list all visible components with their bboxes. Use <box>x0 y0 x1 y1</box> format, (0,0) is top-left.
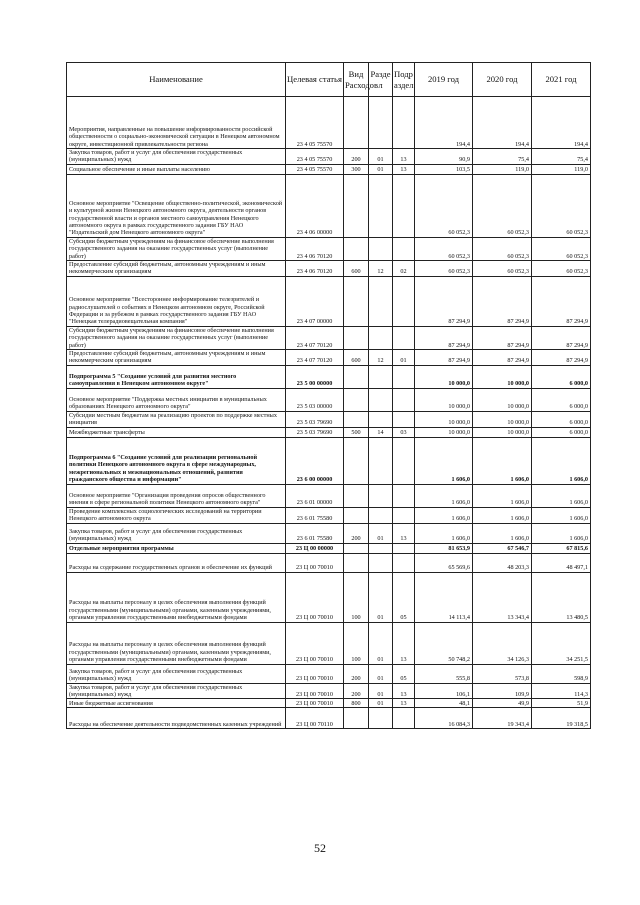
row-value-2020: 34 126,3 <box>473 622 532 664</box>
table-row <box>67 683 591 699</box>
row-name: Закупка товаров, работ и услуг для обеспечения государственных (муниципальных) нужд <box>67 664 286 683</box>
row-value-2020: 13 343,4 <box>473 572 532 622</box>
row-subsection <box>393 326 415 349</box>
row-value-2020: 109,9 <box>473 683 532 699</box>
row-section: 01 <box>369 699 393 708</box>
table-row <box>67 437 591 484</box>
row-section <box>369 326 393 349</box>
row-value-2021: 1 606,0 <box>532 437 591 484</box>
row-expense-type: 100 <box>344 622 369 664</box>
row-subsection <box>393 484 415 507</box>
row-value-2021: 87 294,9 <box>532 350 591 366</box>
row-target-article: 23 4 05 75570 <box>286 164 344 174</box>
row-value-2020: 60 052,3 <box>473 261 532 277</box>
row-name: Субсидии бюджетным учреждениям на финансовое обеспечение выполнения государственного задания на оказание государственных услуг (выполнение работ) <box>67 237 286 260</box>
row-section <box>369 708 393 729</box>
row-expense-type <box>344 437 369 484</box>
row-subsection <box>393 411 415 427</box>
table-row <box>67 388 591 411</box>
row-target-article: 23 Ц 00 70010 <box>286 622 344 664</box>
table-row <box>67 350 591 366</box>
row-section <box>369 484 393 507</box>
table-body <box>67 97 591 729</box>
row-value-2021: 19 318,5 <box>532 708 591 729</box>
row-value-2021: 119,0 <box>532 164 591 174</box>
row-name: Основное мероприятие "Поддержка местных инициатив в муниципальных образованиях Ненецкого автономного округа" <box>67 388 286 411</box>
row-value-2020: 10 000,0 <box>473 388 532 411</box>
row-name: Подпрограмма 5 "Создание условий для развития местного самоуправления в Ненецком автономном округе" <box>67 365 286 388</box>
row-value-2020: 1 606,0 <box>473 437 532 484</box>
row-target-article: 23 6 01 00000 <box>286 484 344 507</box>
row-value-2020: 1 606,0 <box>473 523 532 543</box>
row-subsection: 13 <box>393 622 415 664</box>
row-value-2021: 60 052,3 <box>532 174 591 237</box>
row-value-2020: 10 000,0 <box>473 411 532 427</box>
row-subsection <box>393 543 415 553</box>
row-subsection: 13 <box>393 699 415 708</box>
row-section <box>369 174 393 237</box>
table-row <box>67 326 591 349</box>
row-expense-type: 300 <box>344 164 369 174</box>
row-value-2019: 555,8 <box>415 664 473 683</box>
row-section: 01 <box>369 149 393 165</box>
row-target-article: 23 Ц 00 70110 <box>286 708 344 729</box>
row-target-article: 23 4 07 70120 <box>286 326 344 349</box>
row-value-2021: 13 480,5 <box>532 572 591 622</box>
row-section <box>369 237 393 260</box>
row-target-article: 23 5 03 00000 <box>286 388 344 411</box>
row-target-article: 23 5 03 79690 <box>286 427 344 437</box>
row-expense-type <box>344 543 369 553</box>
header-year-2021: 2021 год <box>532 63 591 97</box>
row-value-2021: 6 000,0 <box>532 365 591 388</box>
row-section: 01 <box>369 683 393 699</box>
row-name: Расходы на выплаты персоналу в целях обеспечения выполнения функций государственными (муниципальными) органами, казенными учреждениями, органами управления государственными внебюджетными фондами <box>67 622 286 664</box>
row-target-article: 23 6 01 75580 <box>286 523 344 543</box>
row-value-2021: 87 294,9 <box>532 276 591 326</box>
row-target-article: 23 4 06 70120 <box>286 261 344 277</box>
row-value-2019: 50 748,2 <box>415 622 473 664</box>
row-name: Основное мероприятие "Организация проведения опросов общественного мнения в сфере региональной политики Ненецкого автономного округа" <box>67 484 286 507</box>
row-expense-type: 600 <box>344 261 369 277</box>
row-value-2021: 1 606,0 <box>532 523 591 543</box>
header-name: Наименование <box>67 63 286 97</box>
row-expense-type: 200 <box>344 523 369 543</box>
row-value-2019: 87 294,9 <box>415 276 473 326</box>
row-value-2021: 67 815,6 <box>532 543 591 553</box>
row-value-2019: 14 113,4 <box>415 572 473 622</box>
row-value-2019: 16 084,3 <box>415 708 473 729</box>
table-row <box>67 507 591 523</box>
row-section: 01 <box>369 664 393 683</box>
table-row <box>67 174 591 237</box>
row-expense-type <box>344 365 369 388</box>
row-name: Закупка товаров, работ и услуг для обеспечения государственных (муниципальных) нужд <box>67 149 286 165</box>
row-section <box>369 543 393 553</box>
row-value-2019: 90,9 <box>415 149 473 165</box>
row-name: Предоставление субсидий бюджетным, автономным учреждениям и иным некоммерческим организациям <box>67 350 286 366</box>
row-value-2021: 1 606,0 <box>532 484 591 507</box>
budget-table-container <box>66 62 590 729</box>
table-row <box>67 708 591 729</box>
row-name: Подпрограмма 6 "Создание условий для реализации региональной политики Ненецкого автономного округа в сфере международных, межрегиональных и межнациональных отношений, развития гражданского общества и информации" <box>67 437 286 484</box>
row-section <box>369 553 393 572</box>
table-row <box>67 553 591 572</box>
row-value-2021: 51,9 <box>532 699 591 708</box>
row-value-2020: 75,4 <box>473 149 532 165</box>
row-subsection: 13 <box>393 523 415 543</box>
row-expense-type: 200 <box>344 664 369 683</box>
row-expense-type <box>344 97 369 149</box>
row-subsection: 05 <box>393 664 415 683</box>
row-expense-type <box>344 276 369 326</box>
row-value-2019: 10 000,0 <box>415 427 473 437</box>
table-row <box>67 664 591 683</box>
row-value-2019: 10 000,0 <box>415 365 473 388</box>
row-value-2020: 60 052,3 <box>473 237 532 260</box>
row-target-article: 23 Ц 00 70010 <box>286 683 344 699</box>
row-target-article: 23 Ц 00 00000 <box>286 543 344 553</box>
row-value-2019: 60 052,3 <box>415 261 473 277</box>
row-value-2020: 49,9 <box>473 699 532 708</box>
row-target-article: 23 4 06 00000 <box>286 174 344 237</box>
row-target-article: 23 6 00 00000 <box>286 437 344 484</box>
row-value-2021: 60 052,3 <box>532 237 591 260</box>
row-value-2021: 48 497,1 <box>532 553 591 572</box>
row-value-2021: 60 052,3 <box>532 261 591 277</box>
row-value-2021: 1 606,0 <box>532 507 591 523</box>
row-name: Мероприятия, направленные на повышение информированности российской общественности о социально-экономической ситуации в Ненецком автономном округе, инвестиционной привлекательности региона <box>67 97 286 149</box>
row-target-article: 23 Ц 00 70010 <box>286 699 344 708</box>
row-section <box>369 97 393 149</box>
row-name: Социальное обеспечение и иные выплаты населению <box>67 164 286 174</box>
row-expense-type: 200 <box>344 683 369 699</box>
row-subsection <box>393 97 415 149</box>
row-target-article: 23 4 05 75570 <box>286 149 344 165</box>
row-value-2020: 119,0 <box>473 164 532 174</box>
row-target-article: 23 Ц 00 70010 <box>286 572 344 622</box>
row-subsection: 13 <box>393 683 415 699</box>
row-subsection: 02 <box>393 261 415 277</box>
row-value-2019: 60 052,3 <box>415 237 473 260</box>
row-value-2019: 60 052,3 <box>415 174 473 237</box>
header-section: Разде л <box>369 63 393 97</box>
row-section <box>369 507 393 523</box>
row-value-2021: 6 000,0 <box>532 427 591 437</box>
table-row <box>67 261 591 277</box>
row-value-2019: 1 606,0 <box>415 437 473 484</box>
row-name: Предоставление субсидий бюджетным, автономным учреждениям и иным некоммерческим организациям <box>67 261 286 277</box>
row-value-2020: 573,8 <box>473 664 532 683</box>
row-value-2021: 114,3 <box>532 683 591 699</box>
table-row <box>67 411 591 427</box>
table-row <box>67 523 591 543</box>
row-expense-type <box>344 326 369 349</box>
row-subsection <box>393 708 415 729</box>
row-value-2021: 194,4 <box>532 97 591 149</box>
row-value-2020: 1 606,0 <box>473 484 532 507</box>
header-year-2019: 2019 год <box>415 63 473 97</box>
row-section <box>369 276 393 326</box>
row-name: Отдельные мероприятия программы <box>67 543 286 553</box>
table-row <box>67 237 591 260</box>
row-value-2021: 34 251,5 <box>532 622 591 664</box>
row-value-2019: 87 294,9 <box>415 350 473 366</box>
row-subsection: 13 <box>393 164 415 174</box>
row-section: 01 <box>369 164 393 174</box>
table-row <box>67 543 591 553</box>
row-target-article: 23 5 00 00000 <box>286 365 344 388</box>
row-section <box>369 411 393 427</box>
row-value-2020: 10 000,0 <box>473 427 532 437</box>
row-name: Расходы на обеспечение деятельности подведомственных казенных учреждений <box>67 708 286 729</box>
row-value-2019: 103,5 <box>415 164 473 174</box>
row-subsection: 01 <box>393 350 415 366</box>
row-expense-type <box>344 388 369 411</box>
table-row <box>67 164 591 174</box>
row-value-2019: 1 606,0 <box>415 507 473 523</box>
row-expense-type: 100 <box>344 572 369 622</box>
row-subsection <box>393 553 415 572</box>
row-value-2020: 87 294,9 <box>473 350 532 366</box>
row-value-2019: 10 000,0 <box>415 388 473 411</box>
row-name: Иные бюджетные ассигнования <box>67 699 286 708</box>
row-target-article: 23 5 03 79690 <box>286 411 344 427</box>
row-target-article: 23 4 07 70120 <box>286 350 344 366</box>
row-target-article: 23 4 05 75570 <box>286 97 344 149</box>
row-name: Закупка товаров, работ и услуг для обеспечения государственных (муниципальных) нужд <box>67 523 286 543</box>
row-section: 12 <box>369 350 393 366</box>
header-target-article: Целевая статья <box>286 63 344 97</box>
row-expense-type <box>344 507 369 523</box>
row-subsection <box>393 507 415 523</box>
header-expense-type: Вид Расходов <box>344 63 369 97</box>
row-expense-type <box>344 174 369 237</box>
row-name: Закупка товаров, работ и услуг для обеспечения государственных (муниципальных) нужд <box>67 683 286 699</box>
row-value-2021: 6 000,0 <box>532 388 591 411</box>
row-subsection <box>393 276 415 326</box>
row-value-2021: 75,4 <box>532 149 591 165</box>
row-name: Основное мероприятие "Освещение общественно-политической, экономической и культурной жизни Ненецкого автономного округа, деятельности органов государственной власти и органов местного самоуправления Ненецкого автономного округа в рамках государственного задания ГБУ НАО "Издательский дом Ненецкого автономного округа" <box>67 174 286 237</box>
row-value-2019: 1 606,0 <box>415 484 473 507</box>
row-expense-type <box>344 237 369 260</box>
row-expense-type: 200 <box>344 149 369 165</box>
row-value-2019: 81 653,9 <box>415 543 473 553</box>
row-expense-type: 600 <box>344 350 369 366</box>
row-name: Расходы на содержание государственных органов и обеспечение их функций <box>67 553 286 572</box>
row-section: 14 <box>369 427 393 437</box>
table-row <box>67 276 591 326</box>
row-section <box>369 388 393 411</box>
header-subsection: Подр аздел <box>393 63 415 97</box>
row-name: Расходы на выплаты персоналу в целях обеспечения выполнения функций государственными (муниципальными) органами, казенными учреждениями, органами управления государственными внебюджетными фондами <box>67 572 286 622</box>
row-value-2020: 67 546,7 <box>473 543 532 553</box>
table-row <box>67 484 591 507</box>
row-value-2020: 19 343,4 <box>473 708 532 729</box>
row-section: 01 <box>369 572 393 622</box>
row-target-article: 23 4 06 70120 <box>286 237 344 260</box>
table-row <box>67 365 591 388</box>
row-value-2020: 48 203,3 <box>473 553 532 572</box>
row-value-2020: 194,4 <box>473 97 532 149</box>
row-subsection: 05 <box>393 572 415 622</box>
row-value-2020: 87 294,9 <box>473 326 532 349</box>
row-value-2020: 60 052,3 <box>473 174 532 237</box>
row-name: Субсидии бюджетным учреждениям на финансовое обеспечение выполнения государственного задания на оказание государственных услуг (выполнение работ) <box>67 326 286 349</box>
table-row <box>67 97 591 149</box>
row-value-2019: 65 569,6 <box>415 553 473 572</box>
header-year-2020: 2020 год <box>473 63 532 97</box>
row-name: Межбюджетные трансферты <box>67 427 286 437</box>
row-subsection <box>393 388 415 411</box>
table-row <box>67 427 591 437</box>
row-expense-type <box>344 411 369 427</box>
row-name: Основное мероприятие "Всестороннее информирование телезрителей и радиослушателей о событиях в Ненецком автономном округе, Российской Федерации и за рубежом в рамках государственного задания ГБУ НАО "Ненецкая телерадиовещательная компания" <box>67 276 286 326</box>
row-value-2019: 1 606,0 <box>415 523 473 543</box>
page-number: 52 <box>314 841 326 855</box>
table-row <box>67 149 591 165</box>
row-expense-type <box>344 708 369 729</box>
row-target-article: 23 6 01 75580 <box>286 507 344 523</box>
row-value-2019: 194,4 <box>415 97 473 149</box>
table-row <box>67 572 591 622</box>
row-target-article: 23 Ц 00 70010 <box>286 553 344 572</box>
row-value-2021: 598,9 <box>532 664 591 683</box>
row-value-2019: 106,1 <box>415 683 473 699</box>
row-value-2020: 1 606,0 <box>473 507 532 523</box>
row-section: 01 <box>369 622 393 664</box>
row-value-2019: 87 294,9 <box>415 326 473 349</box>
row-value-2021: 6 000,0 <box>532 411 591 427</box>
table-row <box>67 622 591 664</box>
row-section: 01 <box>369 523 393 543</box>
row-target-article: 23 4 07 00000 <box>286 276 344 326</box>
row-subsection: 13 <box>393 149 415 165</box>
row-subsection <box>393 174 415 237</box>
row-subsection <box>393 437 415 484</box>
row-expense-type: 800 <box>344 699 369 708</box>
row-value-2020: 10 000,0 <box>473 365 532 388</box>
row-name: Проведение комплексных социологических исследований на территории Ненецкого автономного округа <box>67 507 286 523</box>
header-row <box>67 63 591 97</box>
budget-table <box>66 62 591 729</box>
row-subsection: 03 <box>393 427 415 437</box>
row-value-2020: 87 294,9 <box>473 276 532 326</box>
row-expense-type <box>344 553 369 572</box>
row-value-2019: 48,1 <box>415 699 473 708</box>
row-subsection <box>393 237 415 260</box>
row-expense-type <box>344 484 369 507</box>
row-value-2021: 87 294,9 <box>532 326 591 349</box>
row-value-2019: 10 000,0 <box>415 411 473 427</box>
row-section <box>369 365 393 388</box>
row-target-article: 23 Ц 00 70010 <box>286 664 344 683</box>
row-section: 12 <box>369 261 393 277</box>
table-row <box>67 699 591 708</box>
row-name: Субсидии местным бюджетам на реализацию проектов по поддержке местных инициатив <box>67 411 286 427</box>
row-subsection <box>393 365 415 388</box>
row-expense-type: 500 <box>344 427 369 437</box>
row-section <box>369 437 393 484</box>
